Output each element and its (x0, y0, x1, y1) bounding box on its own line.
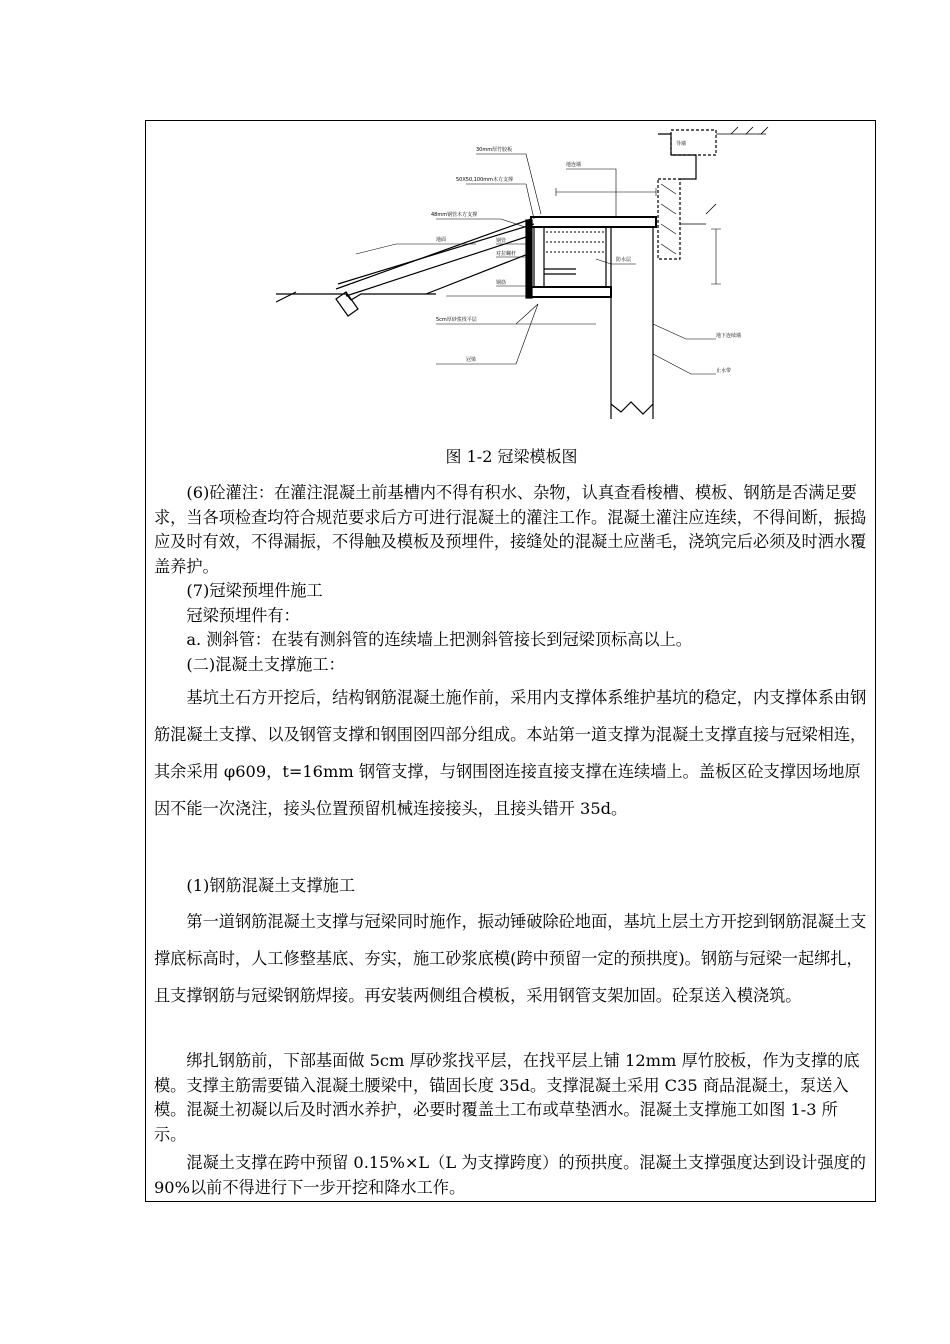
figure-label: 冠梁 (466, 357, 477, 363)
paragraph-rebar: 绑扎钢筋前，下部基面做 5cm 厚砂浆找平层，在找平层上铺 12mm 厚竹胶板，作为支撑的底模。支撑主筋需要锚入混凝土腰梁中，锚固长度 35d。支撑混凝土采用 C35 商品混凝土，泵送入模。混凝土初凝以后及时洒水养护，必要时覆盖土工布或草垫洒水。混凝土支撑施工如图 1-3 所示。 (154, 1051, 860, 1144)
figure-label: 5cm厚砂浆找平层 (436, 317, 477, 323)
figure-label: 地下连续墙 (716, 333, 742, 339)
figure-label: 钢筋 (496, 280, 507, 286)
paragraph-embedded-list: 冠梁预埋件有： (186, 606, 300, 625)
figure-label: 30mm厚竹胶板 (476, 147, 513, 153)
formwork-drawing (276, 124, 796, 424)
figure-label: 防水层 (616, 257, 632, 263)
figure-label: 地面 (436, 237, 447, 243)
paragraph-rc-support-title: (1)钢筋混凝土支撑施工 (186, 876, 356, 895)
paragraph-pour: (6)砼灌注：在灌注混凝土前基槽内不得有积水、杂物，认真查看梭槽、模板、钢筋是否满足要求，当各项检查均符合规范要求后方可进行混凝土的灌注工作。混凝土灌注应连续，不得间断，振捣应及时有效，不得漏振，不得触及模板及预埋件，接缝处的混凝土应凿毛，浇筑完后必须及时洒水覆盖养护。 (154, 483, 867, 576)
paragraph-rc-support: 第一道钢筋混凝土支撑与冠梁同时施作，振动锤破除砼地面，基坑上层土方开挖到钢筋混凝土支撑底标高时，人工修整基底、夯实，施工砂浆底模(跨中预留一定的预拱度)。钢筋与冠梁一起绑扎，且支撑钢筋与冠梁钢筋焊接。再安装两侧组合模板，采用钢管支架加固。砼泵送入模浇筑。 (154, 912, 867, 1005)
content-frame (145, 120, 876, 1202)
figure-label: 地连墙 (566, 162, 582, 168)
figure-label: 导墙 (676, 141, 687, 147)
figure-label: 对拉螺杆 (496, 251, 517, 257)
figure-label: 钢管 (496, 238, 507, 244)
section-heading-support: (二)混凝土支撑施工： (186, 655, 345, 674)
figure-label: 48mm钢管木方支撑 (431, 212, 478, 218)
paragraph-inclinometer: a. 测斜管：在装有测斜管的连续墙上把测斜管接长到冠梁顶标高以上。 (186, 630, 692, 649)
paragraph-embedded-title: (7)冠梁预埋件施工 (186, 581, 323, 600)
paragraph-support-system: 基坑土石方开挖后，结构钢筋混凝土施作前，采用内支撑体系维护基坑的稳定，内支撑体系由钢筋混凝土支撑、以及钢管支撑和钢围囹四部分组成。本站第一道支撑为混凝土支撑直接与冠梁相连，其余采用 φ609，t=16mm 钢管支撑，与钢围囹连接直接支撑在连续墙上。盖板区砼支撑因场地原因不能一次浇注，接头位置预留机械连接接头，且接头错开 35d。 (154, 688, 867, 818)
paragraph-camber: 混凝土支撑在跨中预留 0.15%×L（L 为支撑跨度）的预拱度。混凝土支撑强度达到设计强度的 90%以前不得进行下一步开挖和降水工作。 (154, 1153, 866, 1197)
figure-caption: 图 1-2 冠梁模板图 (445, 447, 578, 466)
figure-label: 止水带 (716, 368, 732, 374)
figure-label: 50X50,100mm木方支撑 (456, 177, 514, 183)
